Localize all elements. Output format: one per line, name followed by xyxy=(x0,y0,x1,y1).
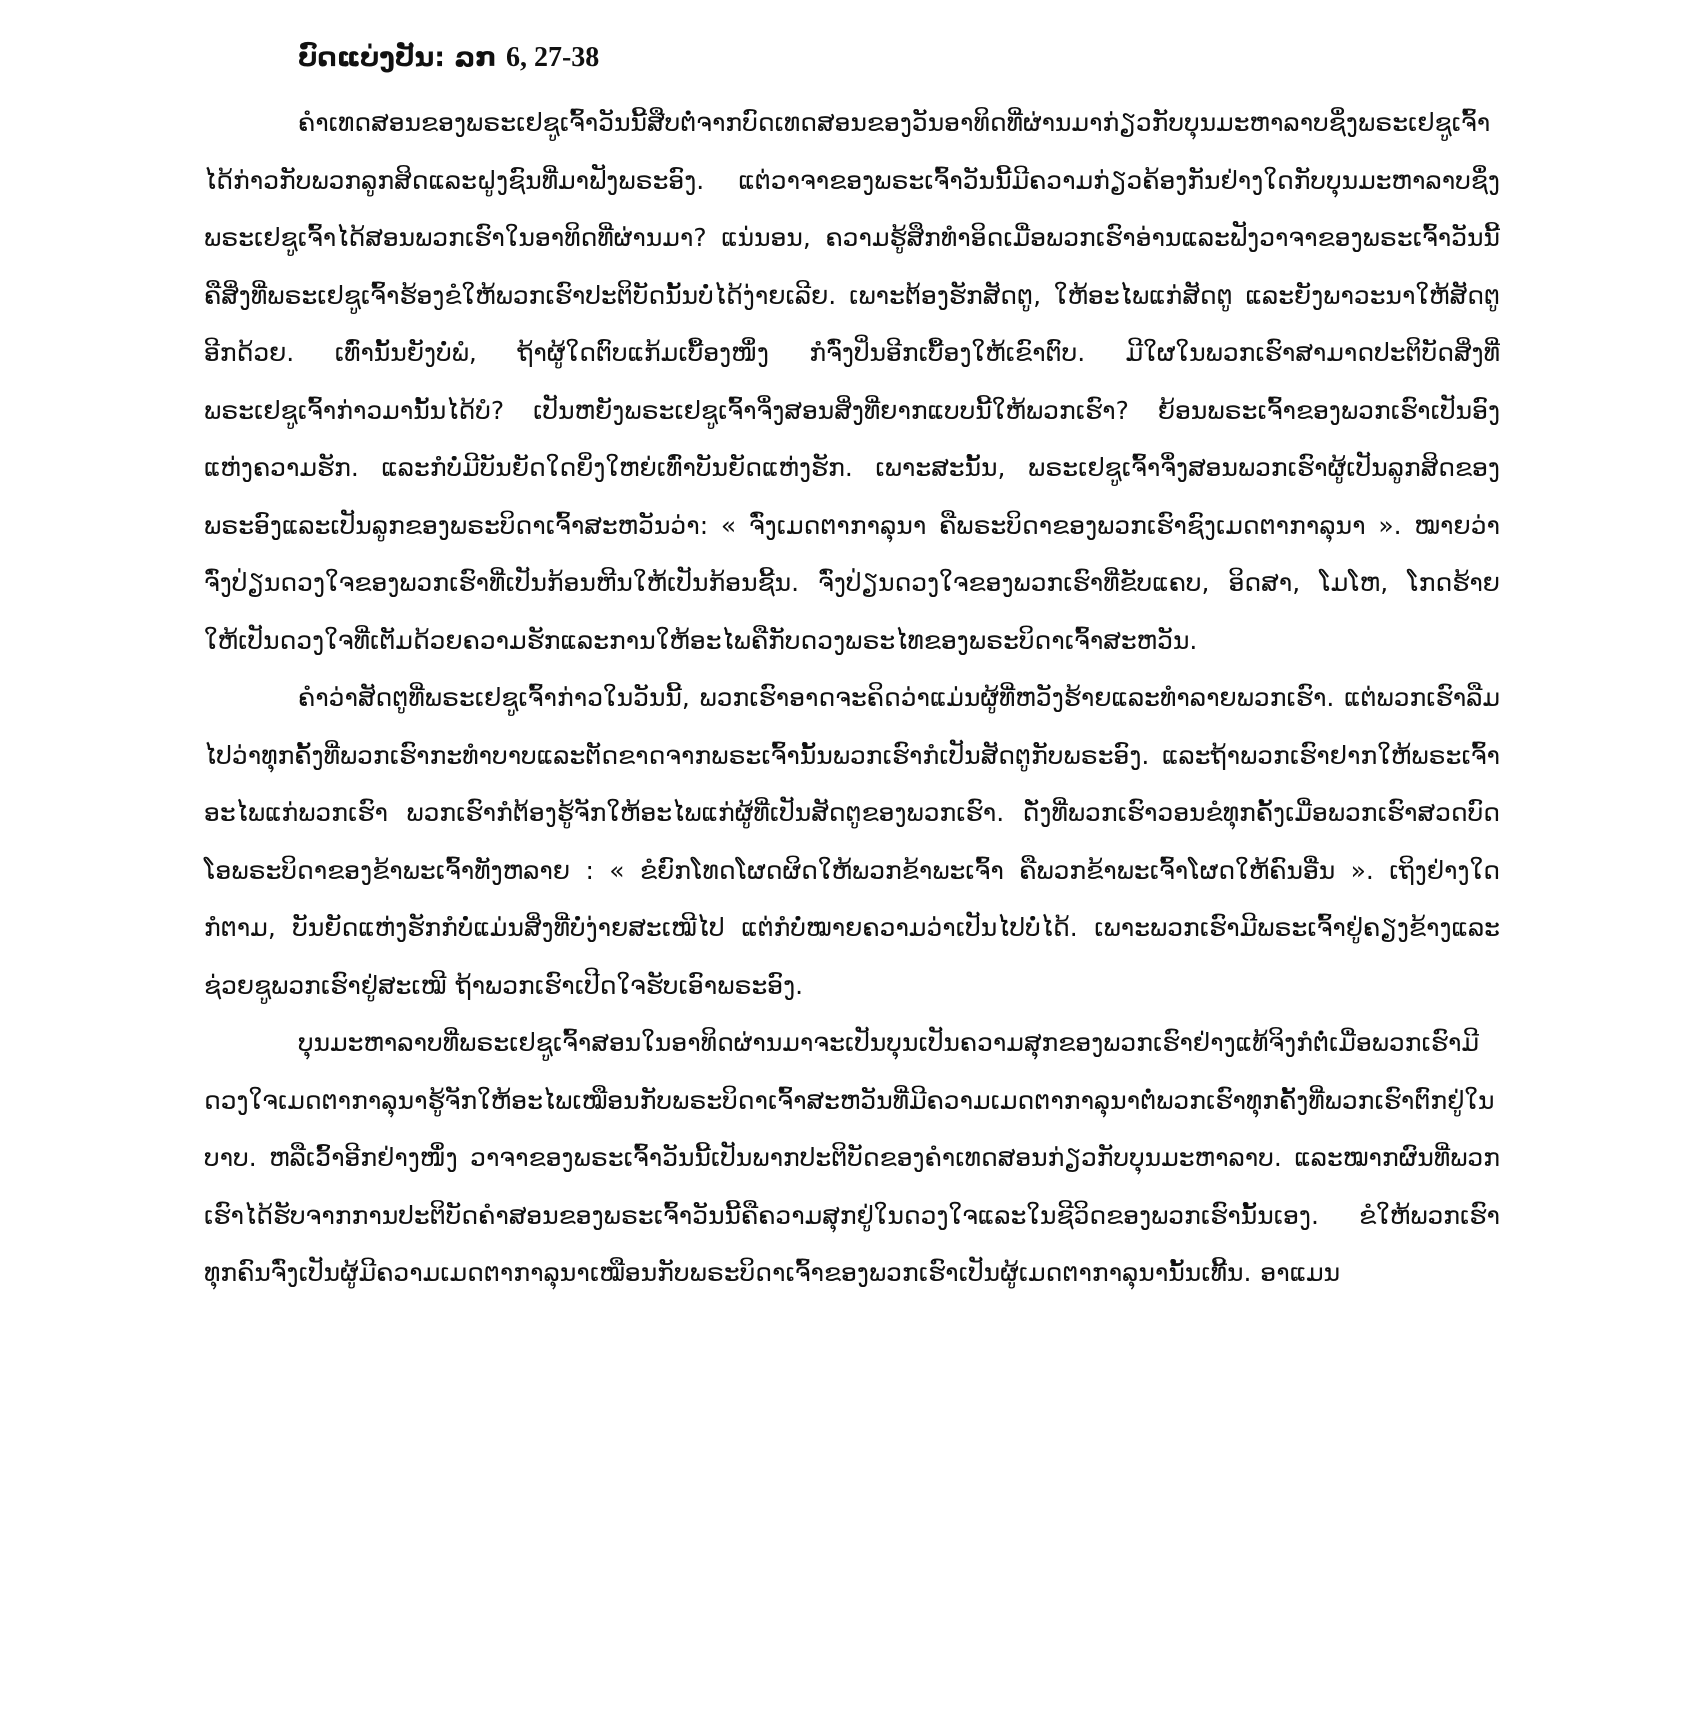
body-text xyxy=(204,94,1500,1302)
heading-title: ບົດແບ່ງປັນ: ລກ xyxy=(298,42,497,73)
paragraph-1: ຄຳເທດສອນຂອງພຣະເຢຊູເຈົ້າວັນນີ້ສືບຕໍ່ຈາກບົດເທດສອນຂອງວັນອາທິດທີ່ຜ່ານມາກ່ຽວກັບບຸນມະຫາລາບຊຶ່ງພຣະເຢຊູເຈົ້າໄດ້ກ່າວກັບພວກລູກສິດແລະຝູງຊົນທີ່ມາຟັງພຣະອົງ. ແຕ່ວາຈາຂອງພຣະເຈົ້າວັນນີ້ມີຄວາມກ່ຽວຄ້ອງກັນຢ່າງໃດກັບບຸນມະຫາລາບຊຶ່ງພຣະເຢຊູເຈົ້າໄດ້ສອນພວກເຮົາໃນອາທິດທີ່ຜ່ານມາ? ແນ່ນອນ, ຄວາມຮູ້ສຶກທຳອິດເມື່ອພວກເຮົາອ່ານແລະຟັງວາຈາຂອງພຣະເຈົ້າວັນນີ້ຄືສິ່ງທີ່ພຣະເຢຊູເຈົ້າຮ້ອງຂໍໃຫ້ພວກເຮົາປະຕິບັດນັ້ນບໍ່ໄດ້ງ່າຍເລີຍ. ເພາະຕ້ອງຮັກສັດຕູ, ໃຫ້ອະໄພແກ່ສັດຕູ ແລະຍັງພາວະນາໃຫ້ສັດຕູອີກດ້ວຍ. ເທົ່ານັ້ນຍັງບໍ່ພໍ, ຖ້າຜູ້ໃດຕົບແກ້ມເບື້ອງໜຶ່ງ ກໍຈົ່ງປິ່ນອີກເບື້ອງໃຫ້ເຂົາຕົບ. ມີໃຜໃນພວກເຮົາສາມາດປະຕິບັດສິ່ງທີ່ພຣະເຢຊູເຈົ້າກ່າວມານັ້ນໄດ້ບໍ? ເປັນຫຍັງພຣະເຢຊູເຈົ້າຈຶ່ງສອນສິ່ງທີ່ຍາກແບບນີ້ໃຫ້ພວກເຮົາ? ຍ້ອນພຣະເຈົ້າຂອງພວກເຮົາເປັນອົງແຫ່ງຄວາມຮັກ. ແລະກໍບໍ່ມີບັນຍັດໃດຍິ່ງໃຫຍ່ເທົ່າບັນຍັດແຫ່ງຮັກ. ເພາະສະນັ້ນ, ພຣະເຢຊູເຈົ້າຈຶ່ງສອນພວກເຮົາຜູ້ເປັນລູກສິດຂອງພຣະອົງແລະເປັນລູກຂອງພຣະບິດາເຈົ້າສະຫວັນວ່າ: « ຈົ່ງເມດຕາກາລຸນາ ຄືພຣະບິດາຂອງພວກເຮົາຊົງເມດຕາກາລຸນາ ». ໝາຍວ່າຈົ່ງປ່ຽນດວງໃຈຂອງພວກເຮົາທີ່ເປັນກ້ອນຫີນໃຫ້ເປັນກ້ອນຊີ້ນ. ຈົ່ງປ່ຽນດວງໃຈຂອງພວກເຮົາທີ່ຂັບແຄບ, ອິດສາ, ໂມໂຫ, ໂກດຮ້າຍ ໃຫ້ເປັນດວງໃຈທີ່ເຕັມດ້ວຍຄວາມຮັກແລະການໃຫ້ອະໄພຄືກັບດວງພຣະໄທຂອງພຣະບິດາເຈົ້າສະຫວັນ. xyxy=(204,108,1500,655)
page-title xyxy=(298,38,599,78)
paragraph-2: ຄຳວ່າສັດຕູທີ່ພຣະເຢຊູເຈົ້າກ່າວໃນວັນນີ້, ພວກເຮົາອາດຈະຄິດວ່າແມ່ນຜູ້ທີ່ຫວັງຮ້າຍແລະທຳລາຍພວກເຮົາ. ແຕ່ພວກເຮົາລືມໄປວ່າທຸກຄັ້ງທີ່ພວກເຮົາກະທຳບາບແລະຕັດຂາດຈາກພຣະເຈົ້ານັ້ນພວກເຮົາກໍເປັນສັດຕູກັບພຣະອົງ. ແລະຖ້າພວກເຮົາຢາກໃຫ້ພຣະເຈົ້າອະໄພແກ່ພວກເຮົາ ພວກເຮົາກໍຕ້ອງຮູ້ຈັກໃຫ້ອະໄພແກ່ຜູ້ທີ່ເປັນສັດຕູຂອງພວກເຮົາ. ດັ່ງທີ່ພວກເຮົາວອນຂໍທຸກຄັ້ງເມື່ອພວກເຮົາສວດບົດໂອພຣະບິດາຂອງຂ້າພະເຈົ້າທັງຫລາຍ : « ຂໍຍົກໂທດໂຜດຜິດໃຫ້ພວກຂ້າພະເຈົ້າ ຄືພວກຂ້າພະເຈົ້າໂຜດໃຫ້ຄົນອື່ນ ». ເຖິງຢ່າງໃດກໍຕາມ, ບັນຍັດແຫ່ງຮັກກໍບໍ່ແມ່ນສິ່ງທີ່ບໍ່ງ່າຍສະເໝີໄປ ແຕ່ກໍບໍ່ໝາຍຄວາມວ່າເປັນໄປບໍ່ໄດ້. ເພາະພວກເຮົາມີພຣະເຈົ້າຢູ່ຄຽງຂ້າງແລະຊ່ວຍຊູພວກເຮົາຢູ່ສະເໝີ ຖ້າພວກເຮົາເປີດໃຈຮັບເອົາພຣະອົງ. xyxy=(204,683,1500,1000)
paragraph-3: ບຸນມະຫາລາບທີ່ພຣະເຢຊູເຈົ້າສອນໃນອາທິດຜ່ານມາຈະເປັນບຸນເປັນຄວາມສຸກຂອງພວກເຮົາຢ່າງແທ້ຈິງກໍຕໍ່ເມື່ອພວກເຮົາມີດວງໃຈເມດຕາກາລຸນາຮູ້ຈັກໃຫ້ອະໄພເໝືອນກັບພຣະບິດາເຈົ້າສະຫວັນທີ່ມີຄວາມເມດຕາກາລຸນາຕໍ່ພວກເຮົາທຸກຄັ້ງທີ່ພວກເຮົາຕົກຢູ່ໃນບາບ. ຫລືເວົ້າອີກຢ່າງໜຶ່ງ ວາຈາຂອງພຣະເຈົ້າວັນນີ້ເປັນພາກປະຕິບັດຂອງຄຳເທດສອນກ່ຽວກັບບຸນມະຫາລາບ. ແລະໝາກຜົນທີ່ພວກເຮົາໄດ້ຮັບຈາກການປະຕິບັດຄຳສອນຂອງພຣະເຈົ້າວັນນີ້ຄືຄວາມສຸກຢູ່ໃນດວງໃຈແລະໃນຊີວິດຂອງພວກເຮົານັ້ນເອງ. ຂໍໃຫ້ພວກເຮົາທຸກຄົນຈົ່ງເປັນຜູ້ມີຄວາມເມດຕາກາລຸນາເໝືອນກັບພຣະບິດາເຈົ້າຂອງພວກເຮົາເປັນຜູ້ເມດຕາກາລຸນານັ້ນເທີ້ນ. ອາແມນ xyxy=(204,1028,1500,1287)
scripture-reference: 6, 27-38 xyxy=(505,42,600,73)
